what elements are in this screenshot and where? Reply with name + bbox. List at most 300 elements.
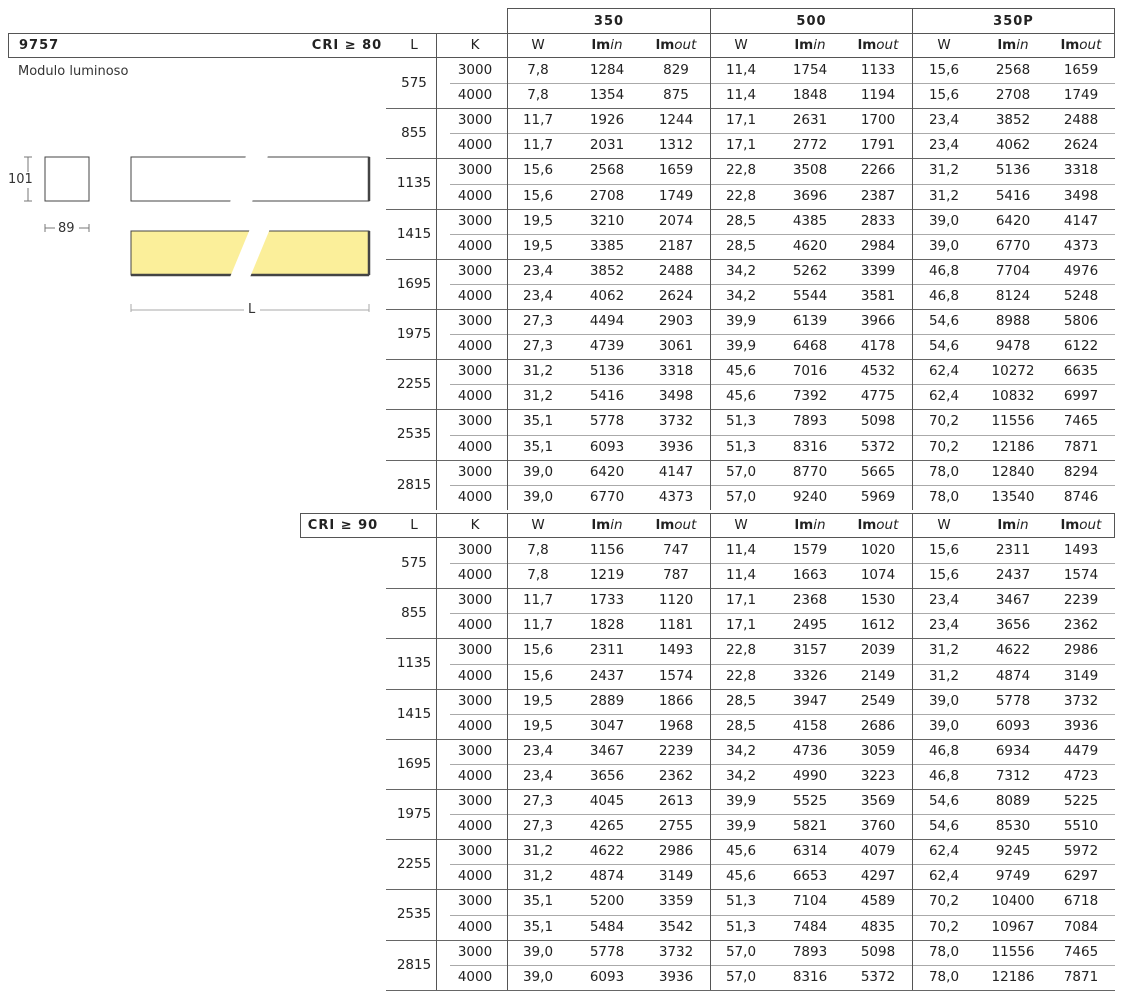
table-cell: 7871	[1063, 968, 1099, 985]
column-header-lm-out	[643, 33, 709, 58]
table-cell: 3542	[658, 918, 694, 935]
table-cell: 11556	[991, 943, 1035, 960]
table-cell: 1156	[589, 542, 625, 558]
kelvin-value: 3000	[457, 742, 493, 759]
table-cell: 3059	[860, 742, 896, 759]
out-suffix: out	[876, 517, 899, 533]
table-cell: 31,2	[928, 162, 960, 179]
table-cell: 4079	[860, 843, 896, 860]
table-cell: 4589	[860, 893, 896, 910]
group-header-350: 350	[593, 14, 625, 29]
table-cell: 45,6	[725, 388, 757, 405]
length-value: 1695	[396, 755, 432, 772]
table-cell: 70,2	[928, 918, 960, 935]
column-header-l: L	[410, 37, 418, 53]
table-cell: 787	[663, 567, 689, 584]
table-cell: 34,2	[725, 767, 757, 784]
table-cell: 23,4	[522, 262, 554, 279]
in-suffix: in	[610, 517, 623, 533]
lm-prefix: lm	[1060, 37, 1080, 53]
length-value: 1415	[396, 225, 432, 242]
table-cell: 2039	[860, 642, 896, 659]
table-cell: 4835	[860, 918, 896, 935]
table-cell: 7893	[792, 413, 828, 430]
table-cell: 6718	[1063, 893, 1099, 910]
table-cell: 54,6	[928, 818, 960, 835]
table-cell: 28,5	[725, 717, 757, 734]
column-divider	[912, 538, 913, 990]
table-cell: 4385	[792, 212, 828, 229]
table-cell: 15,6	[928, 567, 960, 584]
lm-prefix: lm	[1060, 517, 1080, 533]
table-cell: 5778	[589, 413, 625, 430]
kelvin-value: 3000	[457, 893, 493, 910]
table-cell: 1754	[792, 62, 828, 78]
table-cell: 3569	[860, 793, 896, 809]
table-cell: 5806	[1063, 313, 1099, 329]
table-cell: 1659	[1063, 62, 1099, 78]
table-cell: 70,2	[928, 893, 960, 910]
table-cell: 12840	[991, 463, 1035, 480]
table-cell: 39,0	[522, 488, 554, 505]
kelvin-value: 3000	[457, 112, 493, 129]
table-cell: 2631	[792, 112, 828, 129]
column-header-lm-in	[777, 513, 843, 538]
cri-label: CRI ≥ 90	[307, 518, 379, 533]
table-cell: 17,1	[725, 137, 757, 154]
table-cell: 3149	[658, 868, 694, 885]
table-cell: 4178	[860, 338, 896, 355]
table-cell: 3318	[658, 363, 694, 380]
table-cell: 1244	[658, 112, 694, 129]
cri-label: CRI ≥ 80	[311, 38, 383, 53]
kelvin-value: 3000	[457, 363, 493, 380]
table-cell: 8124	[995, 287, 1031, 304]
in-suffix: in	[813, 517, 826, 533]
table-cell: 3936	[658, 968, 694, 985]
table-cell: 35,1	[522, 893, 554, 910]
power-group-header	[507, 8, 1115, 34]
table-cell: 39,9	[725, 793, 757, 809]
table-cell: 62,4	[928, 843, 960, 860]
table-cell: 57,0	[725, 488, 757, 505]
table-cell: 15,6	[522, 162, 554, 179]
table-cell: 3047	[589, 717, 625, 734]
table-cell: 1791	[860, 137, 896, 154]
table-cell: 6653	[792, 868, 828, 885]
table-cell: 10400	[991, 893, 1035, 910]
table-cell: 3732	[658, 943, 694, 960]
in-suffix: in	[1016, 37, 1029, 53]
table-cell: 3852	[589, 262, 625, 279]
table-cell: 27,3	[522, 793, 554, 809]
table-cell: 28,5	[725, 212, 757, 229]
table-cell: 2362	[658, 767, 694, 784]
width-dimension: 89	[58, 221, 75, 236]
table-cell: 54,6	[928, 793, 960, 809]
table-cell: 70,2	[928, 438, 960, 455]
table-cell: 54,6	[928, 313, 960, 329]
table-cell: 39,0	[928, 692, 960, 709]
table-cell: 35,1	[522, 413, 554, 430]
table-cell: 1312	[658, 137, 694, 154]
table-cell: 2986	[1063, 642, 1099, 659]
table-cell: 39,9	[725, 338, 757, 355]
kelvin-value: 4000	[457, 87, 493, 104]
out-suffix: out	[876, 37, 899, 53]
lm-prefix: lm	[591, 517, 611, 533]
table-cell: 2568	[589, 162, 625, 179]
kelvin-value: 3000	[457, 642, 493, 659]
table-cell: 7,8	[527, 542, 549, 558]
table-cell: 46,8	[928, 287, 960, 304]
table-cell: 23,4	[522, 767, 554, 784]
table-cell: 62,4	[928, 388, 960, 405]
table-cell: 4736	[792, 742, 828, 759]
length-value: 2255	[396, 856, 432, 873]
table-cell: 3947	[792, 692, 828, 709]
column-header-l: L	[410, 517, 418, 533]
table-cell: 2387	[860, 187, 896, 204]
table-cell: 6093	[589, 438, 625, 455]
table-cell: 4494	[589, 313, 625, 329]
kelvin-value: 3000	[457, 62, 493, 78]
length-value: 1975	[396, 806, 432, 822]
out-suffix: out	[1079, 517, 1102, 533]
table-cell: 5665	[860, 463, 896, 480]
kelvin-value: 3000	[457, 463, 493, 480]
table-cell: 1284	[589, 62, 625, 78]
table-cell: 3656	[589, 767, 625, 784]
table-cell: 19,5	[522, 212, 554, 229]
table-cell: 7484	[792, 918, 828, 935]
column-header-k: K	[470, 517, 480, 533]
length-value: 1135	[396, 655, 432, 672]
product-code: 9757	[19, 38, 60, 53]
length-value: 855	[401, 605, 427, 622]
table-cell: 829	[663, 62, 689, 78]
table-cell: 15,6	[522, 667, 554, 684]
table-cell: 8316	[792, 968, 828, 985]
table-cell: 2149	[860, 667, 896, 684]
table-cell: 31,2	[928, 187, 960, 204]
table-cell: 9245	[995, 843, 1031, 860]
table-cell: 11,4	[725, 62, 757, 78]
table-cell: 3966	[860, 313, 896, 329]
table-cell: 45,6	[725, 843, 757, 860]
table-cell: 7104	[792, 893, 828, 910]
column-header-w: W	[531, 517, 545, 533]
kelvin-value: 4000	[457, 767, 493, 784]
table-cell: 2495	[792, 617, 828, 634]
lm-prefix: lm	[794, 517, 814, 533]
kelvin-value: 3000	[457, 212, 493, 229]
table-cell: 4062	[995, 137, 1031, 154]
table-cell: 4622	[995, 642, 1031, 659]
column-divider	[912, 58, 913, 510]
table-cell: 5821	[792, 818, 828, 835]
table-cell: 2488	[1063, 112, 1099, 129]
header-divider	[436, 513, 437, 538]
table-cell: 2239	[658, 742, 694, 759]
table-cell: 2708	[995, 87, 1031, 104]
table-cell: 57,0	[725, 463, 757, 480]
kelvin-value: 3000	[457, 162, 493, 179]
table-cell: 4158	[792, 717, 828, 734]
in-suffix: in	[813, 37, 826, 53]
table-cell: 22,8	[725, 187, 757, 204]
table-cell: 28,5	[725, 692, 757, 709]
table-cell: 2239	[1063, 592, 1099, 609]
length-value: 1415	[396, 705, 432, 722]
table-cell: 3359	[658, 893, 694, 910]
length-value: 575	[401, 555, 427, 571]
table-cell: 9749	[995, 868, 1031, 885]
table-cell: 1219	[589, 567, 625, 584]
table-cell: 78,0	[928, 968, 960, 985]
table-cell: 31,2	[522, 868, 554, 885]
table-cell: 6934	[995, 742, 1031, 759]
table-cell: 27,3	[522, 338, 554, 355]
table-cell: 747	[663, 542, 689, 558]
table-cell: 19,5	[522, 692, 554, 709]
table-cell: 54,6	[928, 338, 960, 355]
table-cell: 12186	[991, 438, 1035, 455]
out-suffix: out	[1079, 37, 1102, 53]
table-cell: 3696	[792, 187, 828, 204]
header-divider	[912, 513, 913, 538]
table-cell: 39,0	[522, 943, 554, 960]
length-value: 2815	[396, 476, 432, 493]
table-cell: 5372	[860, 438, 896, 455]
column-header-w: W	[937, 517, 951, 533]
table-cell: 5778	[995, 692, 1031, 709]
table-cell: 2889	[589, 692, 625, 709]
table-cell: 2266	[860, 162, 896, 179]
table-cell: 7,8	[527, 87, 549, 104]
table-cell: 1120	[658, 592, 694, 609]
table-cell: 2708	[589, 187, 625, 204]
table-cell: 8988	[995, 313, 1031, 329]
table-cell: 17,1	[725, 112, 757, 129]
table-cell: 3467	[589, 742, 625, 759]
column-header-k: K	[470, 37, 480, 53]
table-cell: 1749	[1063, 87, 1099, 104]
table-cell: 4622	[589, 843, 625, 860]
table-cell: 1733	[589, 592, 625, 609]
table-cell: 51,3	[725, 413, 757, 430]
table-cell: 2833	[860, 212, 896, 229]
kelvin-value: 3000	[457, 793, 493, 809]
table-cell: 4297	[860, 868, 896, 885]
table-cell: 2624	[1063, 137, 1099, 154]
kelvin-value: 3000	[457, 313, 493, 329]
table-cell: 7,8	[527, 567, 549, 584]
table-cell: 4373	[1063, 237, 1099, 254]
table-cell: 2984	[860, 237, 896, 254]
table-cell: 5372	[860, 968, 896, 985]
table-cell: 1663	[792, 567, 828, 584]
table-cell: 1828	[589, 617, 625, 634]
column-header-lm-in	[574, 513, 640, 538]
dimension-drawing	[0, 140, 380, 330]
table-cell: 2368	[792, 592, 828, 609]
table-cell: 19,5	[522, 717, 554, 734]
table-cell: 7,8	[527, 62, 549, 78]
table-cell: 39,0	[522, 968, 554, 985]
table-cell: 6420	[589, 463, 625, 480]
table-cell: 875	[663, 87, 689, 104]
column-header-w: W	[531, 37, 545, 53]
table-cell: 5778	[589, 943, 625, 960]
table-cell: 6093	[589, 968, 625, 985]
table-cell: 3852	[995, 112, 1031, 129]
lm-prefix: lm	[997, 517, 1017, 533]
table-cell: 8089	[995, 793, 1031, 809]
table-cell: 19,5	[522, 237, 554, 254]
table-cell: 3326	[792, 667, 828, 684]
table-cell: 51,3	[725, 893, 757, 910]
table-cell: 1866	[658, 692, 694, 709]
table-cell: 5525	[792, 793, 828, 809]
column-header-lm-in	[980, 33, 1046, 58]
table-cell: 1968	[658, 717, 694, 734]
group-header-350p: 350P	[912, 9, 1114, 34]
table-cell: 15,6	[928, 62, 960, 78]
table-cell: 1700	[860, 112, 896, 129]
length-value: 1135	[396, 175, 432, 192]
table-cell: 1133	[860, 62, 896, 78]
table-cell: 1612	[860, 617, 896, 634]
column-header-lm-in	[777, 33, 843, 58]
table-cell: 39,9	[725, 313, 757, 329]
table-cell: 4532	[860, 363, 896, 380]
table-cell: 4739	[589, 338, 625, 355]
table-cell: 11,7	[522, 112, 554, 129]
length-value: 1695	[396, 275, 432, 292]
table-cell: 31,2	[522, 363, 554, 380]
lm-prefix: lm	[997, 37, 1017, 53]
table-cell: 17,1	[725, 617, 757, 634]
table-cell: 1181	[658, 617, 694, 634]
table-cell: 4723	[1063, 767, 1099, 784]
kelvin-value: 4000	[457, 287, 493, 304]
table-cell: 2772	[792, 137, 828, 154]
length-value: 2815	[396, 956, 432, 973]
header-divider	[710, 33, 711, 58]
column-header-lm-out	[845, 513, 911, 538]
table-cell: 34,2	[725, 262, 757, 279]
table-cell: 1659	[658, 162, 694, 179]
table-cell: 3936	[658, 438, 694, 455]
table-cell: 11556	[991, 413, 1035, 430]
table-cell: 3760	[860, 818, 896, 835]
table-cell: 3157	[792, 642, 828, 659]
group-header-500: 500	[710, 9, 912, 34]
product-name: Modulo luminoso	[18, 64, 129, 79]
lm-prefix: lm	[794, 37, 814, 53]
table-cell: 31,2	[928, 667, 960, 684]
column-header-lm-out	[1048, 33, 1114, 58]
kelvin-value: 4000	[457, 438, 493, 455]
column-header-w: W	[937, 37, 951, 53]
table-cell: 4045	[589, 793, 625, 809]
table-cell: 3061	[658, 338, 694, 355]
column-header-lm-out	[643, 513, 709, 538]
table-cell: 4990	[792, 767, 828, 784]
table-cell: 10967	[991, 918, 1035, 935]
table-cell: 2568	[995, 62, 1031, 78]
table-cell: 3656	[995, 617, 1031, 634]
header-divider	[710, 513, 711, 538]
table-cell: 13540	[991, 488, 1035, 505]
table-cell: 2311	[589, 642, 625, 659]
table-cell: 46,8	[928, 262, 960, 279]
table-cell: 4147	[1063, 212, 1099, 229]
table-cell: 8530	[995, 818, 1031, 835]
table-cell: 1493	[1063, 542, 1099, 558]
table-cell: 3732	[1063, 692, 1099, 709]
table-cell: 4479	[1063, 742, 1099, 759]
kelvin-value: 4000	[457, 868, 493, 885]
table-cell: 57,0	[725, 943, 757, 960]
lm-prefix: lm	[857, 517, 877, 533]
table-cell: 6635	[1063, 363, 1099, 380]
length-value: 855	[401, 125, 427, 142]
kelvin-value: 4000	[457, 717, 493, 734]
table-cell: 62,4	[928, 868, 960, 885]
table-bottom-border	[386, 990, 1115, 991]
table-cell: 1749	[658, 187, 694, 204]
kelvin-value: 4000	[457, 918, 493, 935]
table-cell: 7084	[1063, 918, 1099, 935]
table-cell: 7465	[1063, 943, 1099, 960]
table-cell: 2031	[589, 137, 625, 154]
table-cell: 31,2	[522, 388, 554, 405]
table-cell: 11,7	[522, 617, 554, 634]
out-suffix: out	[674, 517, 697, 533]
kelvin-value: 3000	[457, 843, 493, 860]
table-cell: 3399	[860, 262, 896, 279]
table-cell: 2187	[658, 237, 694, 254]
table-cell: 5484	[589, 918, 625, 935]
table-cell: 4265	[589, 818, 625, 835]
table-cell: 4976	[1063, 262, 1099, 279]
table-cell: 62,4	[928, 363, 960, 380]
table-cell: 3936	[1063, 717, 1099, 734]
column-divider	[436, 538, 437, 990]
table-cell: 23,4	[522, 287, 554, 304]
kelvin-value: 3000	[457, 943, 493, 960]
kelvin-value: 4000	[457, 617, 493, 634]
table-cell: 1354	[589, 87, 625, 104]
table-cell: 3498	[658, 388, 694, 405]
table-cell: 57,0	[725, 968, 757, 985]
header-divider	[507, 513, 508, 538]
lm-prefix: lm	[655, 37, 675, 53]
table-cell: 11,4	[725, 567, 757, 584]
table-cell: 45,6	[725, 868, 757, 885]
table-cell: 1926	[589, 112, 625, 129]
table-cell: 51,3	[725, 438, 757, 455]
table-cell: 1574	[1063, 567, 1099, 584]
table-cell: 5510	[1063, 818, 1099, 835]
table-cell: 7016	[792, 363, 828, 380]
table-cell: 3318	[1063, 162, 1099, 179]
kelvin-value: 4000	[457, 488, 493, 505]
table-cell: 4373	[658, 488, 694, 505]
column-header-lm-in	[574, 33, 640, 58]
